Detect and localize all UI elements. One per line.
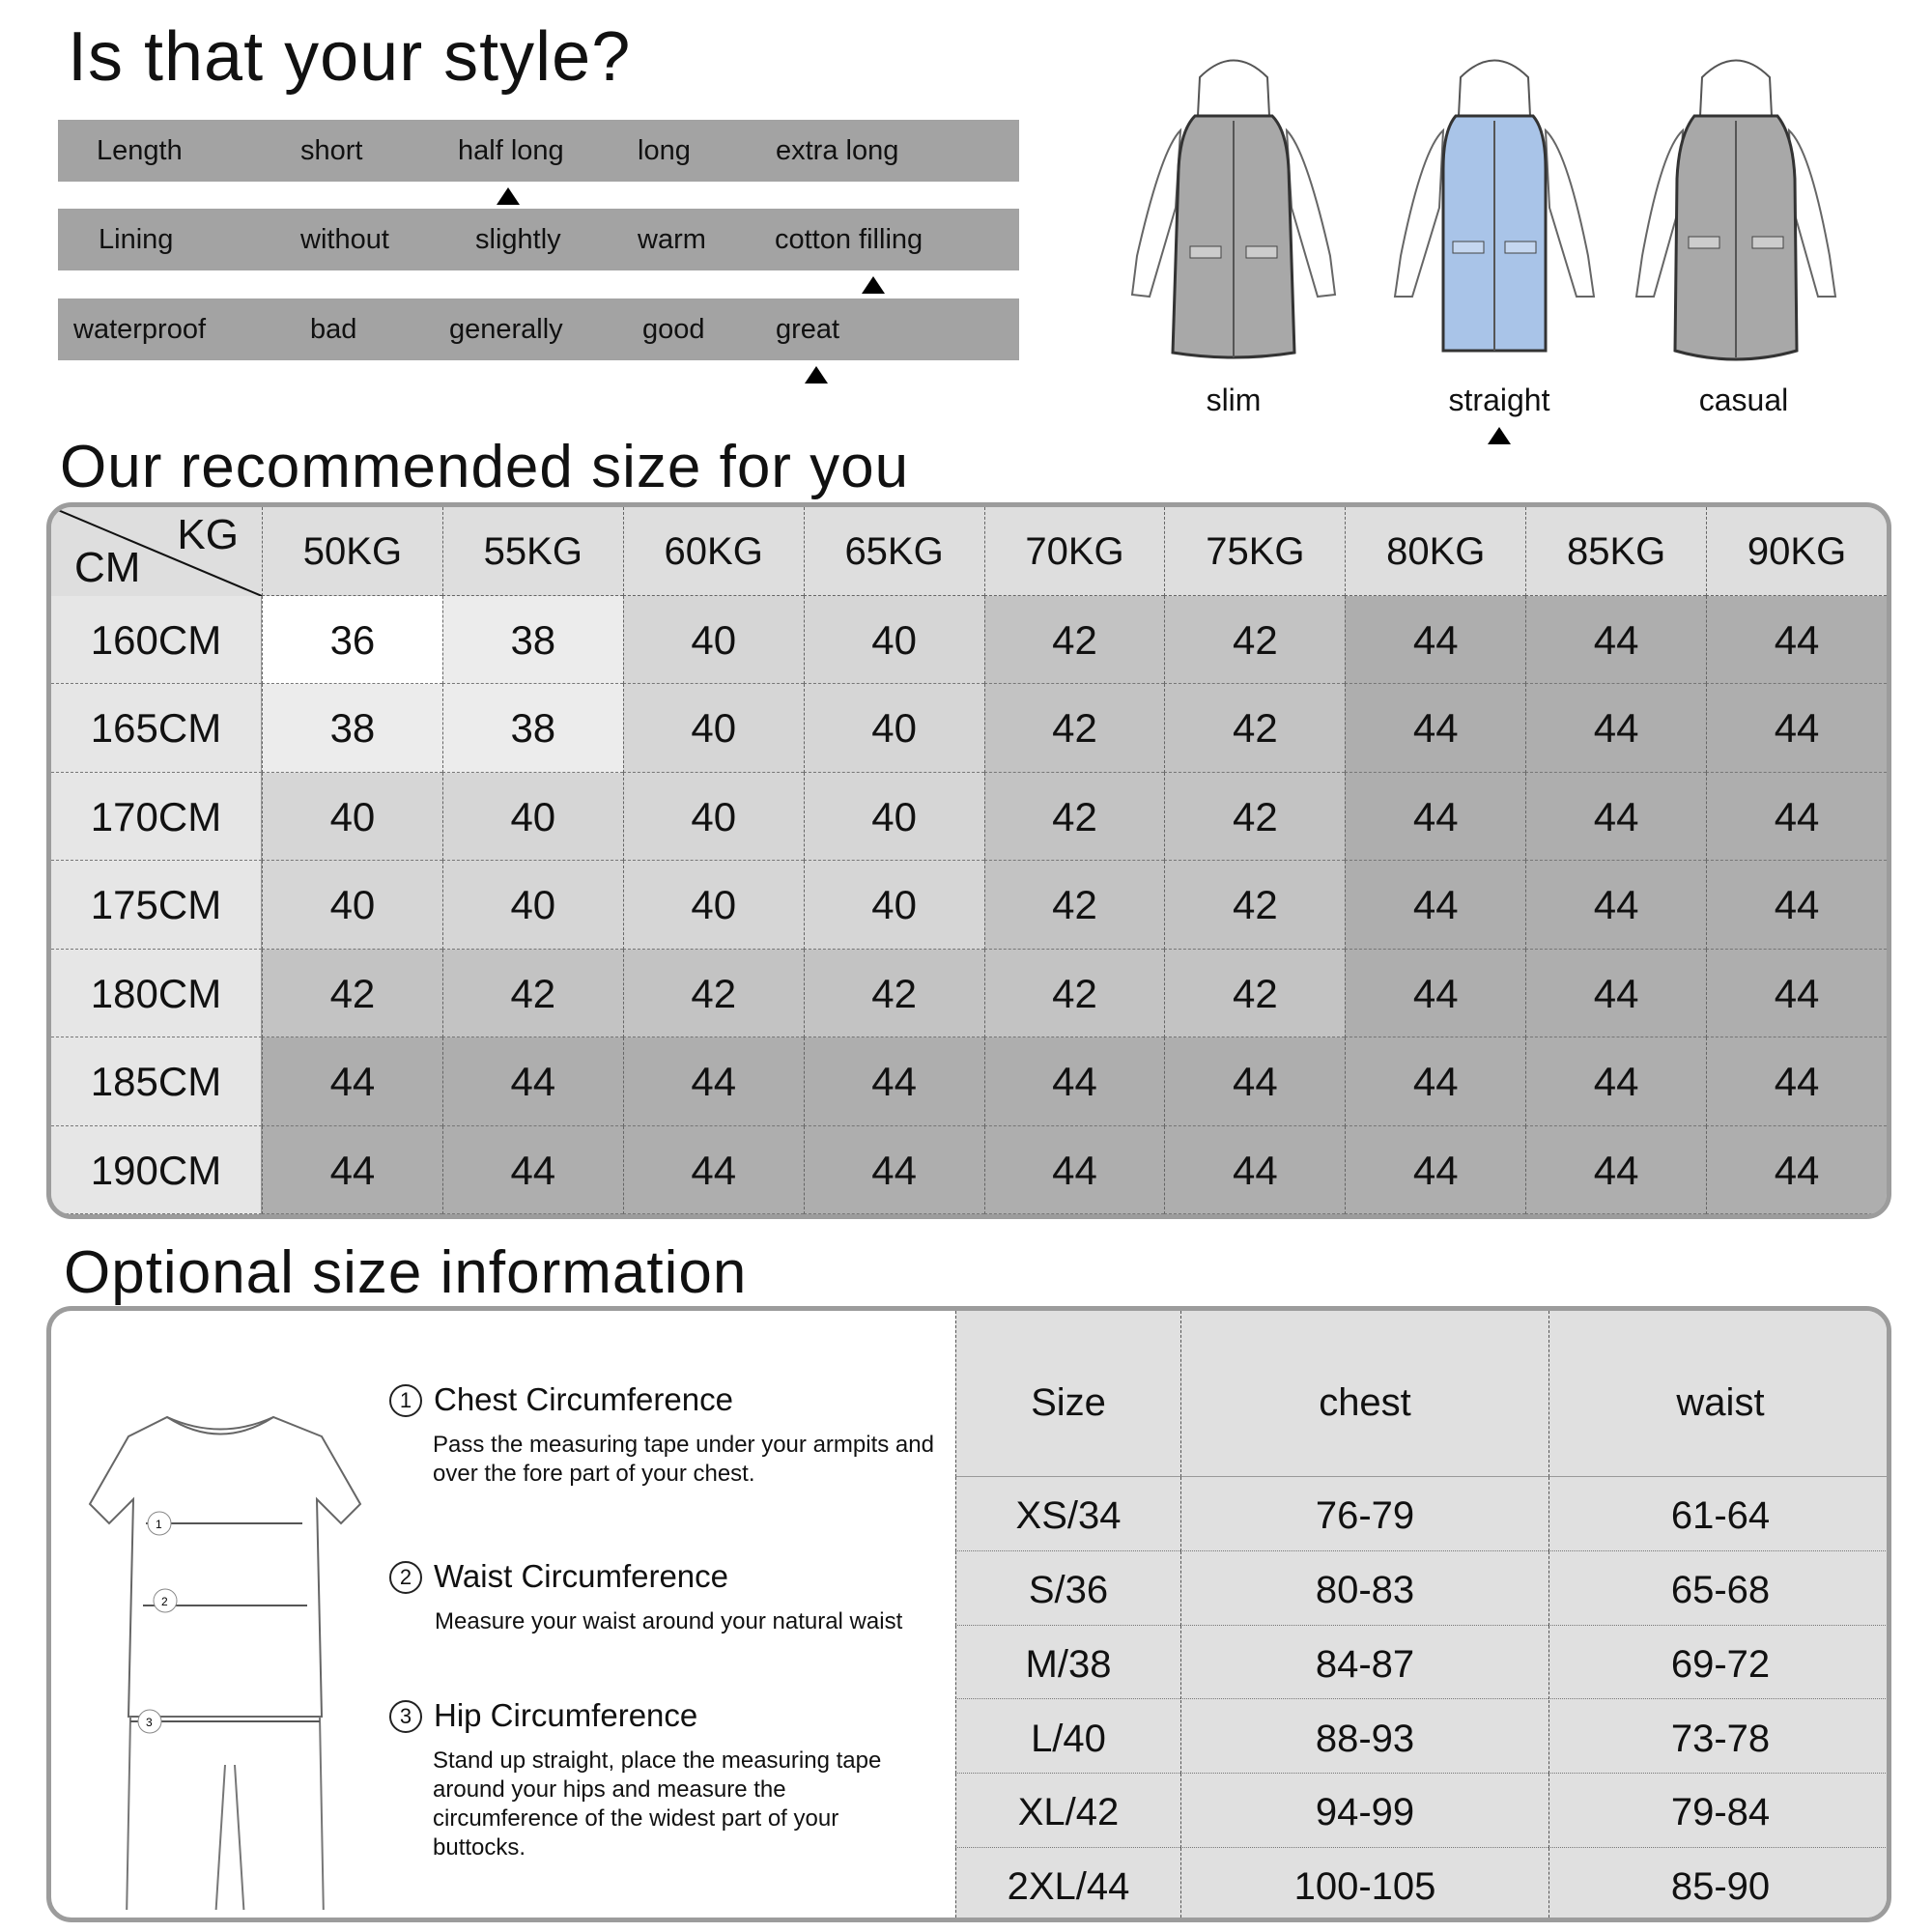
size-table-cell: 69-72 [1548,1626,1891,1700]
selected-option-marker [805,366,828,384]
size-cell: 42 [262,950,442,1037]
size-cell: 44 [1525,1126,1706,1214]
size-table-cell: M/38 [955,1626,1180,1700]
size-cell: 44 [1525,950,1706,1037]
size-cell: 44 [1345,773,1525,861]
height-row-header: 190CM [51,1126,262,1214]
size-cell: 44 [1706,684,1887,772]
size-cell: 44 [1164,1037,1345,1125]
size-cell: 44 [1706,773,1887,861]
size-cell: 44 [262,1037,442,1125]
size-cell: 40 [804,684,984,772]
size-cell: 38 [442,684,623,772]
style-bar-label: Lining [99,224,174,255]
size-cell: 40 [623,861,804,949]
style-bar-label: Length [97,135,183,166]
svg-text:2: 2 [161,1595,168,1608]
style-option: great [776,314,840,345]
size-table-cell: 88-93 [1180,1700,1548,1775]
weight-column-header: 65KG [804,507,984,596]
size-cell: 38 [442,596,623,684]
size-cell: 44 [1525,684,1706,772]
chest-measure-desc: Pass the measuring tape under your armpits and over the fore part of your chest. [433,1432,934,1487]
size-cell: 44 [1706,1126,1887,1214]
size-table-cell: 76-79 [1180,1477,1548,1551]
fit-label-slim: slim [1206,383,1262,417]
height-axis-label: CM [74,544,141,591]
table-corner [51,507,263,597]
fit-label-casual: casual [1698,383,1789,417]
size-cell: 44 [1525,1037,1706,1125]
size-table-cell: 94-99 [1180,1774,1548,1848]
recommended-title: Our recommended size for you [60,434,910,500]
hip-measure-desc: Stand up straight, place the measuring tape around your hips and measure the circumference of the widest part of your buttocks. [433,1747,882,1861]
size-cell: 42 [1164,950,1345,1037]
height-row-header: 175CM [51,861,262,949]
weight-column-header: 55KG [442,507,623,596]
size-cell: 42 [984,684,1165,772]
size-table-cell: 85-90 [1548,1848,1891,1922]
style-option: good [642,314,705,345]
slim-coat-illustration [1122,43,1345,377]
size-cell: 44 [1706,950,1887,1037]
style-option: warm [638,224,706,255]
optional-size-panel [46,1306,1891,1922]
size-cell: 44 [804,1037,984,1125]
waist-measure-desc: Measure your waist around your natural waist [435,1608,903,1634]
weight-axis-label: KG [177,511,239,558]
chest-measure-title: 1 Chest Circumference [389,1381,733,1418]
size-cell: 42 [1164,596,1345,684]
size-cell: 38 [262,684,442,772]
size-cell: 44 [262,1126,442,1214]
weight-column-header: 75KG [1164,507,1345,596]
size-cell: 44 [1345,950,1525,1037]
size-cell: 42 [984,861,1165,949]
optional-title: Optional size information [64,1239,748,1306]
size-cell: 40 [623,773,804,861]
size-measurement-table [955,1311,1891,1922]
selected-option-marker [497,187,520,205]
recommended-size-table [46,502,1891,1219]
weight-column-header: 60KG [623,507,804,596]
size-cell: 42 [442,950,623,1037]
size-cell: 44 [1345,1126,1525,1214]
size-cell: 42 [984,596,1165,684]
style-option: cotton filling [775,224,923,255]
size-cell: 40 [262,773,442,861]
style-option: generally [449,314,563,345]
size-table-cell: 2XL/44 [955,1848,1180,1922]
style-bar-length [58,120,1019,182]
size-table-header: chest [1180,1311,1548,1477]
waist-measure-title: 2 Waist Circumference [389,1558,728,1595]
casual-coat-illustration [1625,43,1847,377]
size-cell: 44 [442,1037,623,1125]
size-cell: 44 [984,1126,1165,1214]
size-table-cell: 73-78 [1548,1700,1891,1775]
size-cell: 44 [984,1037,1165,1125]
style-option: bad [310,314,357,345]
size-cell: 42 [1164,684,1345,772]
fit-label-straight: straight [1448,383,1550,417]
style-bar-lining [58,209,1019,270]
size-table-cell: 84-87 [1180,1626,1548,1700]
size-table-cell: 65-68 [1548,1551,1891,1626]
size-table-cell: XL/42 [955,1774,1180,1848]
height-row-header: 170CM [51,773,262,861]
weight-column-header: 50KG [262,507,442,596]
size-cell: 44 [442,1126,623,1214]
size-cell: 44 [1706,1037,1887,1125]
size-table-cell: 80-83 [1180,1551,1548,1626]
style-option: without [300,224,389,255]
size-cell: 40 [623,596,804,684]
size-table-cell: 61-64 [1548,1477,1891,1551]
height-row-header: 180CM [51,950,262,1037]
size-table-cell: 79-84 [1548,1774,1891,1848]
size-cell: 40 [262,861,442,949]
size-cell: 44 [804,1126,984,1214]
weight-column-header: 85KG [1525,507,1706,596]
size-cell: 40 [623,684,804,772]
size-cell: 42 [804,950,984,1037]
size-cell: 42 [984,950,1165,1037]
height-row-header: 185CM [51,1037,262,1125]
style-title: Is that your style? [68,18,632,96]
height-row-header: 165CM [51,684,262,772]
size-cell: 44 [1706,596,1887,684]
size-table-cell: L/40 [955,1700,1180,1775]
size-cell: 40 [804,861,984,949]
style-option: half long [458,135,564,166]
straight-coat-illustration [1383,43,1605,377]
size-cell: 40 [804,773,984,861]
style-bar-label: waterproof [73,314,207,345]
size-cell: 40 [442,773,623,861]
weight-column-header: 80KG [1345,507,1525,596]
selected-fit-marker [1488,427,1511,444]
size-table-header: Size [955,1311,1180,1477]
size-cell: 44 [1345,1037,1525,1125]
size-cell: 44 [623,1126,804,1214]
size-cell: 42 [984,773,1165,861]
size-table-cell: 100-105 [1180,1848,1548,1922]
size-cell: 44 [1525,596,1706,684]
size-table-header: waist [1548,1311,1891,1477]
size-cell: 42 [1164,773,1345,861]
size-table-cell: S/36 [955,1551,1180,1626]
style-option: long [638,135,691,166]
size-cell: 44 [623,1037,804,1125]
style-option: extra long [776,135,899,166]
size-cell: 44 [1525,773,1706,861]
svg-text:1: 1 [156,1518,162,1531]
size-cell: 40 [804,596,984,684]
size-cell: 44 [1345,861,1525,949]
height-row-header: 160CM [51,596,262,684]
size-cell: 44 [1345,684,1525,772]
hip-measure-title: 3 Hip Circumference [389,1697,697,1734]
body-measurement-figure [71,1398,380,1910]
size-cell: 44 [1706,861,1887,949]
size-cell: 44 [1525,861,1706,949]
size-cell: 44 [1345,596,1525,684]
weight-column-header: 90KG [1706,507,1887,596]
size-cell: 42 [623,950,804,1037]
style-bar-waterproof [58,298,1019,360]
selected-option-marker [862,276,885,294]
size-cell: 42 [1164,861,1345,949]
weight-column-header: 70KG [984,507,1165,596]
size-cell: 40 [442,861,623,949]
style-option: slightly [475,224,561,255]
size-table-cell: XS/34 [955,1477,1180,1551]
style-option: short [300,135,363,166]
svg-text:3: 3 [146,1716,153,1729]
size-cell: 44 [1164,1126,1345,1214]
size-cell: 36 [262,596,442,684]
